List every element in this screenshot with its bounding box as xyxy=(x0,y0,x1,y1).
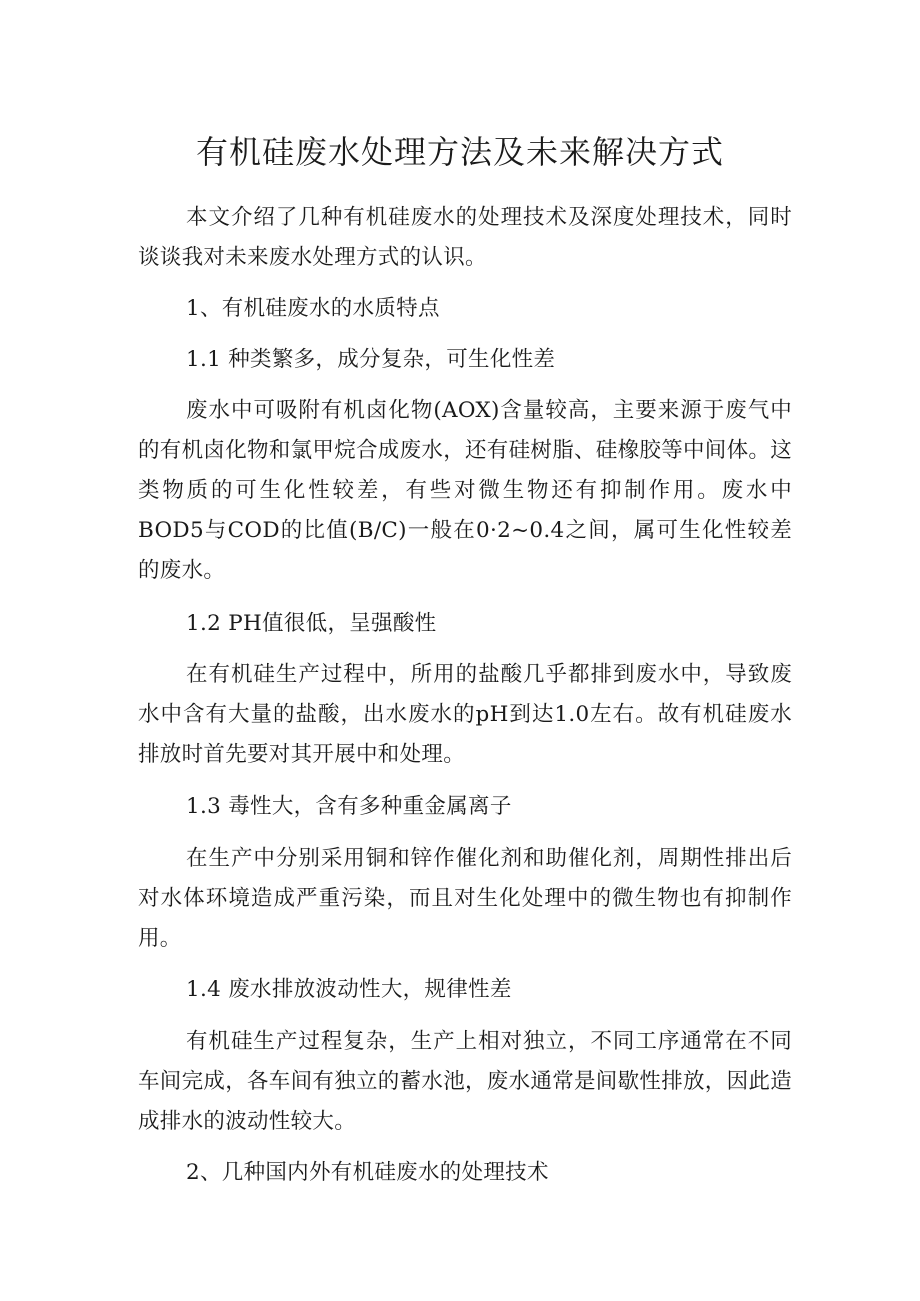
subsection-1-1-heading: 1.1 种类繁多，成分复杂，可生化性差 xyxy=(186,347,556,372)
section-2-heading: 2、几种国内外有机硅废水的处理技术 xyxy=(186,1160,549,1185)
subsection-1-4-body: 有机硅生产过程复杂，生产上相对独立，不同工序通常在不同车间完成，各车间有独立的蓄水池，废水通常是间歇性排放，因此造成排水的波动性较大。 xyxy=(138,1029,793,1134)
subsection-1-4-heading: 1.4 废水排放波动性大，规律性差 xyxy=(186,977,512,1002)
subsection-1-3-heading: 1.3 毒性大，含有多种重金属离子 xyxy=(186,794,512,819)
section-1-heading: 1、有机硅废水的水质特点 xyxy=(186,296,440,321)
intro-paragraph: 本文介绍了几种有机硅废水的处理技术及深度处理技术，同时谈谈我对未来废水处理方式的认识。 xyxy=(138,205,792,270)
subsection-1-2-heading: 1.2 PH值很低，呈强酸性 xyxy=(186,611,437,636)
document-title: 有机硅废水处理方法及未来解决方式 xyxy=(195,133,724,171)
subsection-1-1-body: 废水中可吸附有机卤化物(AOX)含量较高，主要来源于废气中的有机卤化物和氯甲烷合成废水，还有硅树脂、硅橡胶等中间体。这类物质的可生化性较差，有些对微生物还有抑制作用。废水中BOD5与COD的比值(B/C)一般在0·2~0.4之间，属可生化性较差的废水。 xyxy=(138,398,793,583)
subsection-1-3-body: 在生产中分别采用铜和锌作催化剂和助催化剂，周期性排出后对水体环境造成严重污染，而且对生化处理中的微生物也有抑制作用。 xyxy=(138,846,792,951)
subsection-1-2-body: 在有机硅生产过程中，所用的盐酸几乎都排到废水中，导致废水中含有大量的盐酸，出水废水的pH到达1.0左右。故有机硅废水排放时首先要对其开展中和处理。 xyxy=(138,662,792,767)
